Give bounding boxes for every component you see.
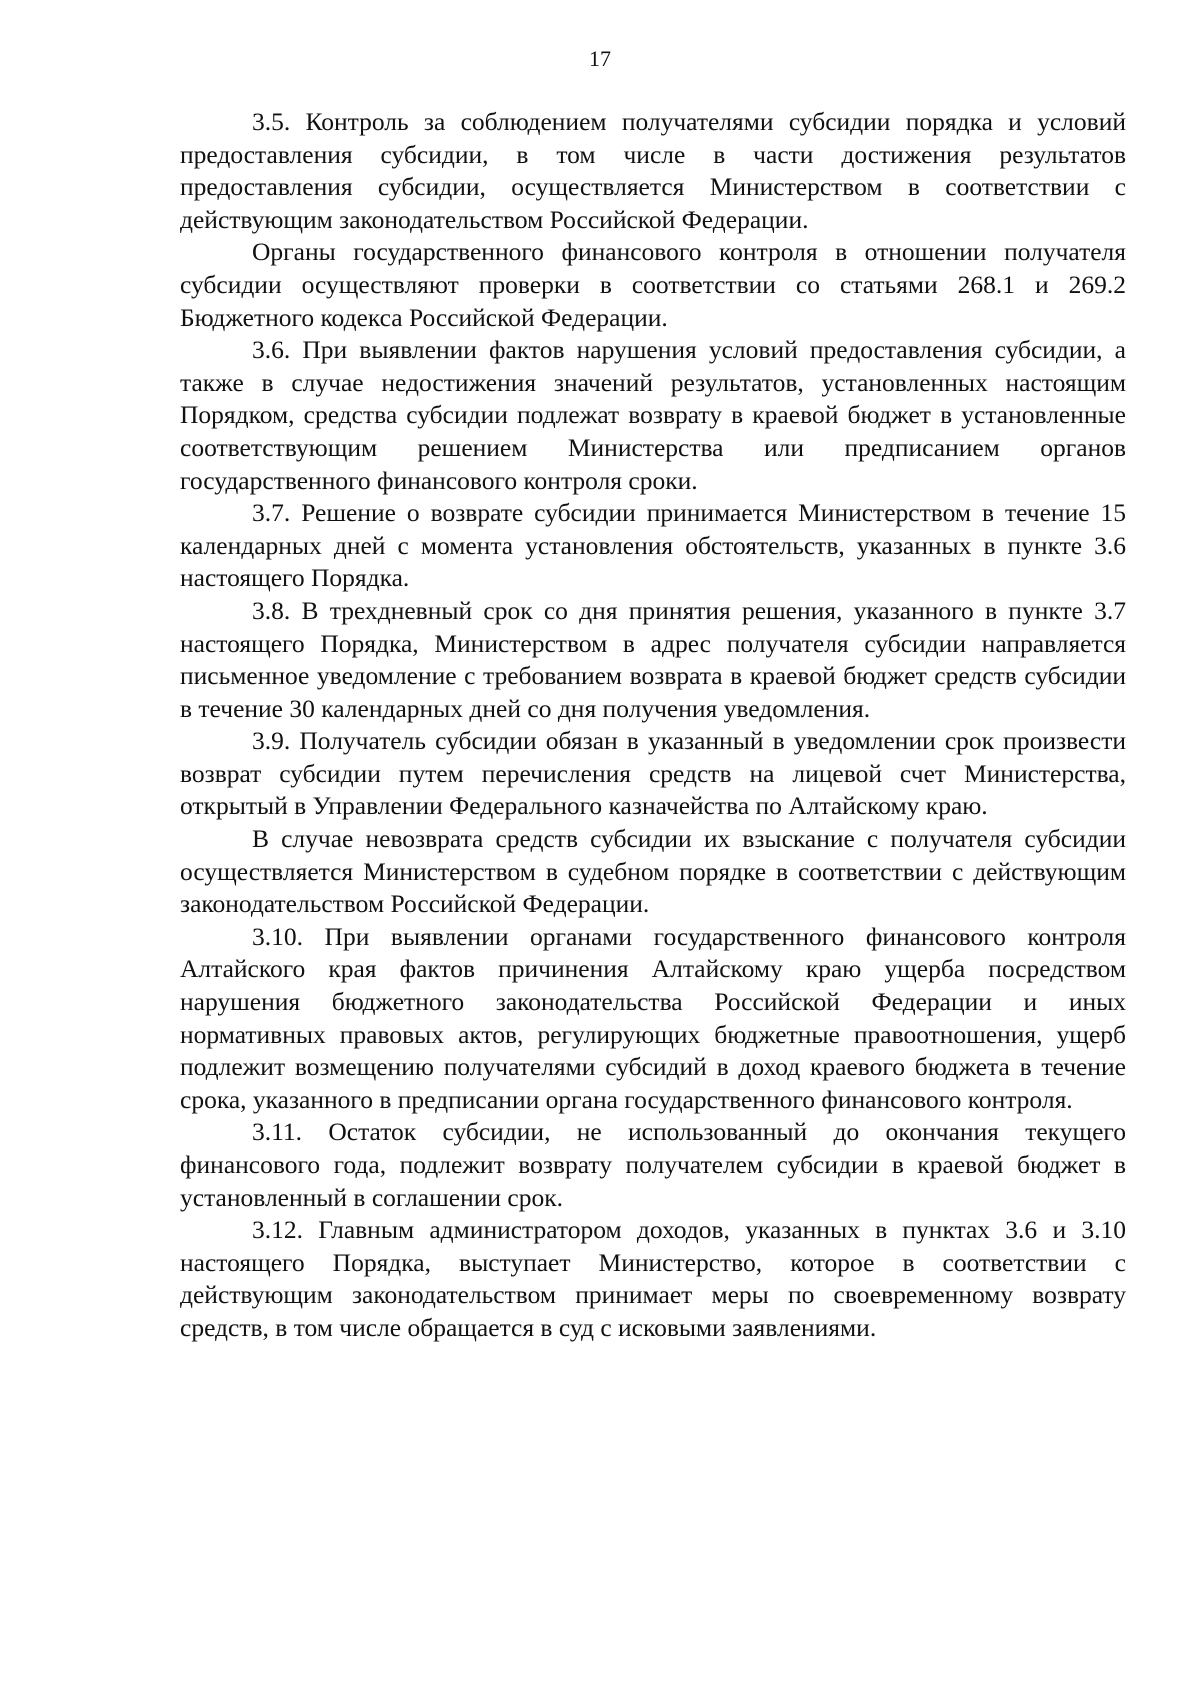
paragraph-3-9: 3.9. Получатель субсидии обязан в указанный в уведомлении срок произвести возврат субсидии путем перечисления средств на лицевой счет Министерства, открытый в Управлении Федерального казначейства по Алтайскому краю.: [180, 726, 1126, 821]
paragraph-3-10: 3.10. При выявлении органами государственного финансового контроля Алтайского края фактов причинения Алтайскому краю ущерба посредством нарушения бюджетного законодательства Российской Федерации и иных нормативных правовых актов, регулирующих бюджетные правоотношения, ущерб подлежит возмещению получателями субсидий в доход краевого бюджета в течение срока, указанного в предписании органа государственного финансового контроля.: [180, 921, 1126, 1114]
page-number: 17: [589, 46, 611, 71]
paragraph-3-9-non-return: В случае невозврата средств субсидии их взыскание с получателя субсидии осуществляется Министерством в судебном порядке в соответствии с действующим законодательством Российской Федерации.: [180, 824, 1126, 919]
paragraph-3-11: 3.11. Остаток субсидии, не использованный до окончания текущего финансового года, подлежит возврату получателем субсидии в краевой бюджет в установленный в соглашении срок.: [180, 1117, 1126, 1212]
paragraph-3-6: 3.6. При выявлении фактов нарушения условий предоставления субсидии, а также в случае недостижения значений результатов, установленных настоящим Порядком, средства субсидии подлежат возврату в краевой бюджет в установленные соответствующим решением Министерства или предписанием органов государственного финансового контроля сроки.: [180, 335, 1126, 495]
paragraph-3-5-control-bodies: Органы государственного финансового контроля в отношении получателя субсидии осуществляют проверки в соответствии со статьями 268.1 и 269.2 Бюджетного кодекса Российской Федерации.: [180, 237, 1126, 332]
paragraph-3-5: 3.5. Контроль за соблюдением получателями субсидии порядка и условий предоставления субсидии, в том числе в части достижения результатов предоставления субсидии, осуществляется Министерством в соответствии с действующим законодательством Российской Федерации.: [180, 107, 1126, 234]
document-body: [180, 106, 1126, 1345]
paragraph-3-7: 3.7. Решение о возврате субсидии принимается Министерством в течение 15 календарных дней с момента установления обстоятельств, указанных в пункте 3.6 настоящего Порядка.: [180, 498, 1126, 593]
paragraph-3-8: 3.8. В трехдневный срок со дня принятия решения, указанного в пункте 3.7 настоящего Порядка, Министерством в адрес получателя субсидии направляется письменное уведомление с требованием возврата в краевой бюджет средств субсидии в течение 30 календарных дней со дня получения уведомления.: [180, 595, 1126, 723]
paragraph-3-12: 3.12. Главным администратором доходов, указанных в пунктах 3.6 и 3.10 настоящего Порядка, выступает Министерство, которое в соответствии с действующим законодательством принимает меры по своевременному возврату средств, в том числе обращается в суд с исковыми заявлениями.: [180, 1215, 1126, 1342]
